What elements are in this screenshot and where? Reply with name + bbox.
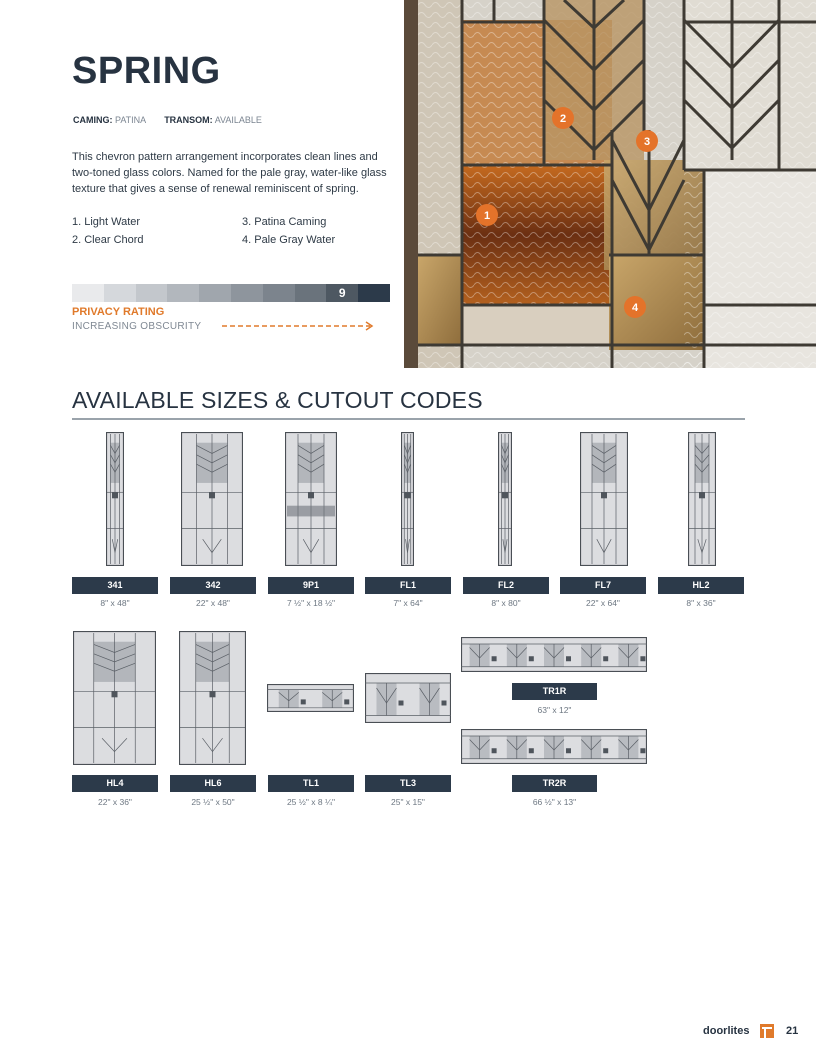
privacy-rating-selected: 9 (326, 284, 358, 302)
size-label: 66 ½" x 13" (532, 797, 577, 807)
product-thumbnail-fl7 (580, 432, 628, 566)
increasing-obscurity-label: INCREASING OBSCURITY (72, 321, 202, 332)
product-thumbnail-341 (106, 432, 124, 566)
caming-spec: CAMING: PATINA (73, 115, 147, 125)
obscurity-arrow-icon (222, 319, 378, 333)
size-label: 8" x 80" (491, 598, 521, 608)
cutout-code: TR1R (512, 683, 597, 700)
size-label: 8" x 36" (686, 598, 716, 608)
cutout-code: HL2 (658, 577, 744, 594)
privacy-segment (104, 284, 136, 302)
callout-number: 1 (483, 210, 491, 222)
product-thumbnail-9p1 (285, 432, 337, 566)
product-thumbnail-hl4 (73, 631, 156, 765)
legend-item: 4. Pale Gray Water (242, 234, 336, 246)
cutout-code: 341 (72, 577, 158, 594)
size-label: 25 ½" x 8 ¼" (286, 797, 336, 807)
sizes-heading: AVAILABLE SIZES & CUTOUT CODES (72, 387, 483, 413)
page-number: 21 (786, 1025, 799, 1037)
size-label: 22" x 48" (196, 598, 230, 608)
product-thumbnail-fl1 (401, 432, 414, 566)
size-label: 22" x 36" (98, 797, 132, 807)
size-label: 63" x 12" (537, 705, 572, 715)
glass-legend (72, 216, 392, 246)
size-label: 25 ½" x 50" (191, 797, 235, 807)
product-thumbnail-342 (181, 432, 243, 566)
product-thumbnail-tl1 (267, 684, 354, 712)
cutout-code: FL7 (560, 577, 646, 594)
cutout-code: TR2R (512, 775, 597, 792)
doorlites-logo-icon (760, 1024, 774, 1038)
legend-item: 1. Light Water (72, 216, 141, 228)
product-thumbnail-tr1r (461, 637, 647, 672)
product-thumbnail-tr2r (461, 729, 647, 764)
transom-spec: TRANSOM: AVAILABLE (164, 115, 262, 125)
privacy-segment (167, 284, 199, 302)
size-label: 25" x 15" (391, 797, 425, 807)
privacy-segment (72, 284, 104, 302)
callout-number: 2 (559, 113, 567, 125)
heading-divider (72, 418, 745, 420)
privacy-segment (136, 284, 168, 302)
cutout-code: 9P1 (268, 577, 354, 594)
product-thumbnail-hl2 (688, 432, 716, 566)
size-label: 8" x 48" (100, 598, 130, 608)
cutout-code: HL6 (170, 775, 256, 792)
privacy-rating-label: PRIVACY RATING (72, 306, 165, 318)
size-label: 7" x 64" (393, 598, 423, 608)
page-title: SPRING (72, 50, 221, 92)
privacy-segment (263, 284, 295, 302)
size-label: 22" x 64" (586, 598, 620, 608)
product-thumbnail-tl3 (365, 673, 451, 723)
description: This chevron pattern arrangement incorporates clean lines and two-toned glass colors. Named for the pale gray, water-like glass texture that gives a sense of renewal reminiscent of spring. (72, 151, 387, 195)
cutout-code: TL1 (268, 775, 354, 792)
product-thumbnail-fl2 (498, 432, 512, 566)
callout-number: 3 (643, 136, 651, 148)
size-label: 7 ½" x 18 ½" (286, 598, 336, 608)
privacy-segment (358, 284, 390, 302)
cutout-code: 342 (170, 577, 256, 594)
legend-item: 2. Clear Chord (72, 234, 144, 246)
privacy-segment (199, 284, 231, 302)
cutout-code: HL4 (72, 775, 158, 792)
cutout-code: TL3 (365, 775, 451, 792)
callout-number: 4 (631, 302, 639, 314)
privacy-segment (231, 284, 263, 302)
product-thumbnail-hl6 (179, 631, 246, 765)
glass-photo (404, 0, 816, 368)
legend-item: 3. Patina Caming (242, 216, 327, 228)
brand-name: doorlites (703, 1025, 750, 1037)
cutout-code: FL1 (365, 577, 451, 594)
cutout-code: FL2 (463, 577, 549, 594)
privacy-rating-bar (72, 284, 390, 302)
spec-line (73, 115, 262, 125)
privacy-segment (295, 284, 327, 302)
